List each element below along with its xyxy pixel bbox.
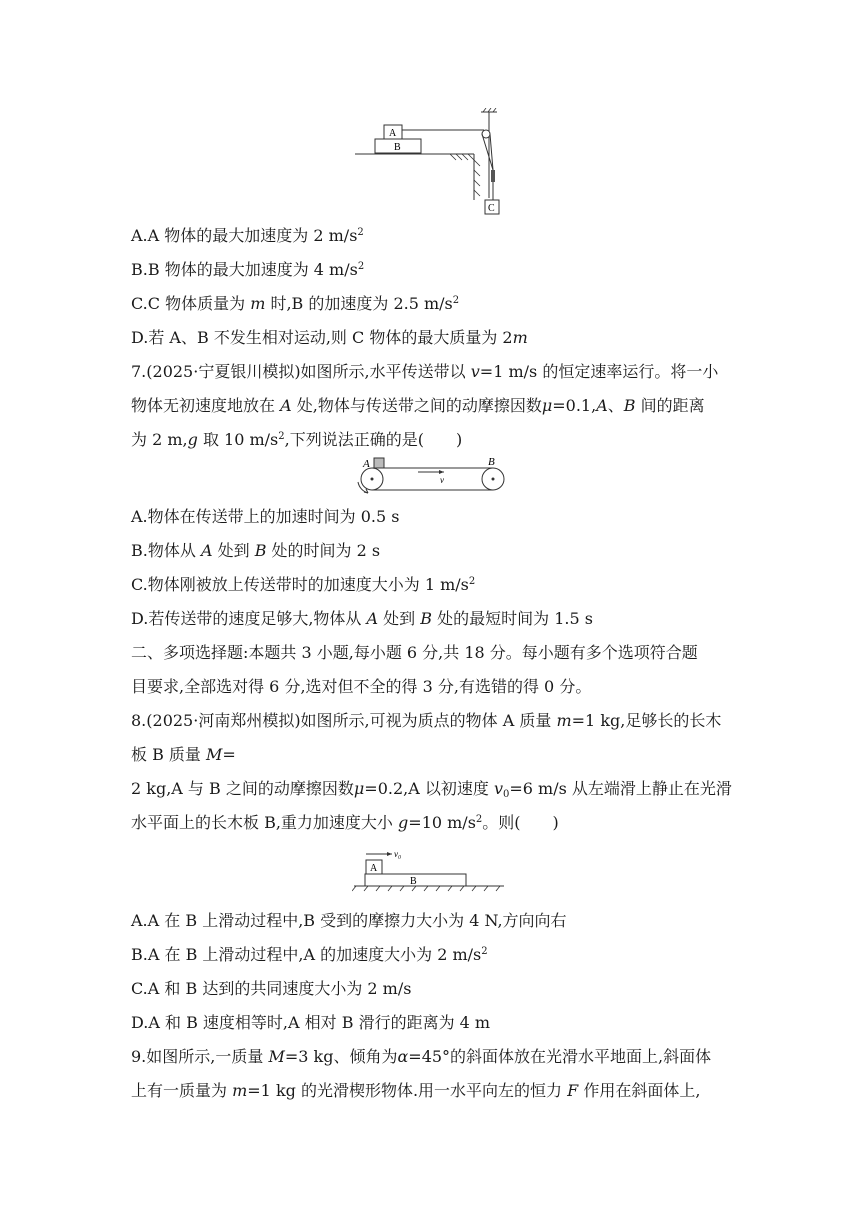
q7-stem-line-1: 7.(2025·宁夏银川模拟)如图所示,水平传送带以 v=1 m/s 的恒定速率运行。将一小 [131,362,719,381]
q9-stem-line-2: 上有一质量为 m=1 kg 的光滑楔形物体.用一水平向左的恒力 F 作用在斜面体上, [131,1081,701,1100]
q6-option-b: B.B 物体的最大加速度为 4 $m/s^2$ [131,260,365,279]
q7-stem-line-2: 物体无初速度地放在 A 处,物体与传送带之间的动摩擦因数μ=0.1,A、B 间的距离 [131,396,705,415]
q6-option-a: A.A 物体的最大加速度为 2 $m/s^2$ [131,226,364,245]
q6-block-c-label: C [488,203,495,214]
q7-point-b-label: B [488,456,495,468]
q7-option-b: B.物体从 A 处到 B 处的时间为 2 s [131,541,381,560]
section-2-heading-line-1: 二、多项选择题:本题共 3 小题,每小题 6 分,共 18 分。每小题有多个选项符合题 [131,643,698,662]
q8-option-a: A.A 在 B 上滑动过程中,B 受到的摩擦力大小为 4 N,方向向右 [131,911,567,930]
q6-option-d: D.若 A、B 不发生相对运动,则 C 物体的最大质量为 2m [131,328,528,347]
q8-option-b: B.A 在 B 上滑动过程中,A 的加速度大小为 2 $m/s^2$ [131,945,488,964]
q8-stem-line-2: 板 B 质量 M= [131,745,236,764]
q6-option-c: C.C 物体质量为 m 时,B 的加速度为 2.5 $m/s^2$ [131,294,460,313]
q7-option-d: D.若传送带的速度足够大,物体从 A 处到 B 处的最短时间为 1.5 s [131,609,593,628]
q8-stem-line-1: 8.(2025·河南郑州模拟)如图所示,可视为质点的物体 A 质量 m=1 kg,足够长的长木 [131,711,722,730]
q6-figure [350,108,510,218]
q6-block-a-label: A [389,128,397,139]
q8-option-d: D.A 和 B 速度相等时,A 相对 B 滑行的距离为 4 m [131,1013,491,1032]
q7-point-a-label: A [363,458,370,470]
q8-figure [352,844,508,894]
q6-block-b-label: B [394,142,401,153]
q7-option-c: C.物体刚被放上传送带时的加速度大小为 1 $m/s^2$ [131,575,476,594]
q8-velocity-label: v₀ [394,849,402,859]
q7-velocity-label: v [440,475,444,485]
q9-stem-line-1: 9.如图所示,一质量 M=3 kg、倾角为α=45°的斜面体放在光滑水平地面上,斜面体 [131,1047,712,1066]
q8-block-a-label: A [370,863,378,874]
q8-stem-line-4: 水平面上的长木板 B,重力加速度大小 g=10 $m/s^2$。则( ) [131,813,559,832]
section-2-heading-line-2: 目要求,全部选对得 6 分,选对但不全的得 3 分,有选错的得 0 分。 [131,677,592,696]
q7-conveyor-figure [350,452,510,498]
q8-board-b-label: B [410,876,417,887]
q7-stem-line-3: 为 2 m,g 取 10 $m/s^2$,下列说法正确的是( ) [131,430,463,449]
q8-option-c: C.A 和 B 达到的共同速度大小为 2 m/s [131,979,412,998]
q7-option-a: A.物体在传送带上的加速时间为 0.5 s [131,507,400,526]
q8-stem-line-3: 2 kg,A 与 B 之间的动摩擦因数μ=0.2,A 以初速度 $v_0=6$ m/s 从左端滑上静止在光滑 [131,779,732,800]
